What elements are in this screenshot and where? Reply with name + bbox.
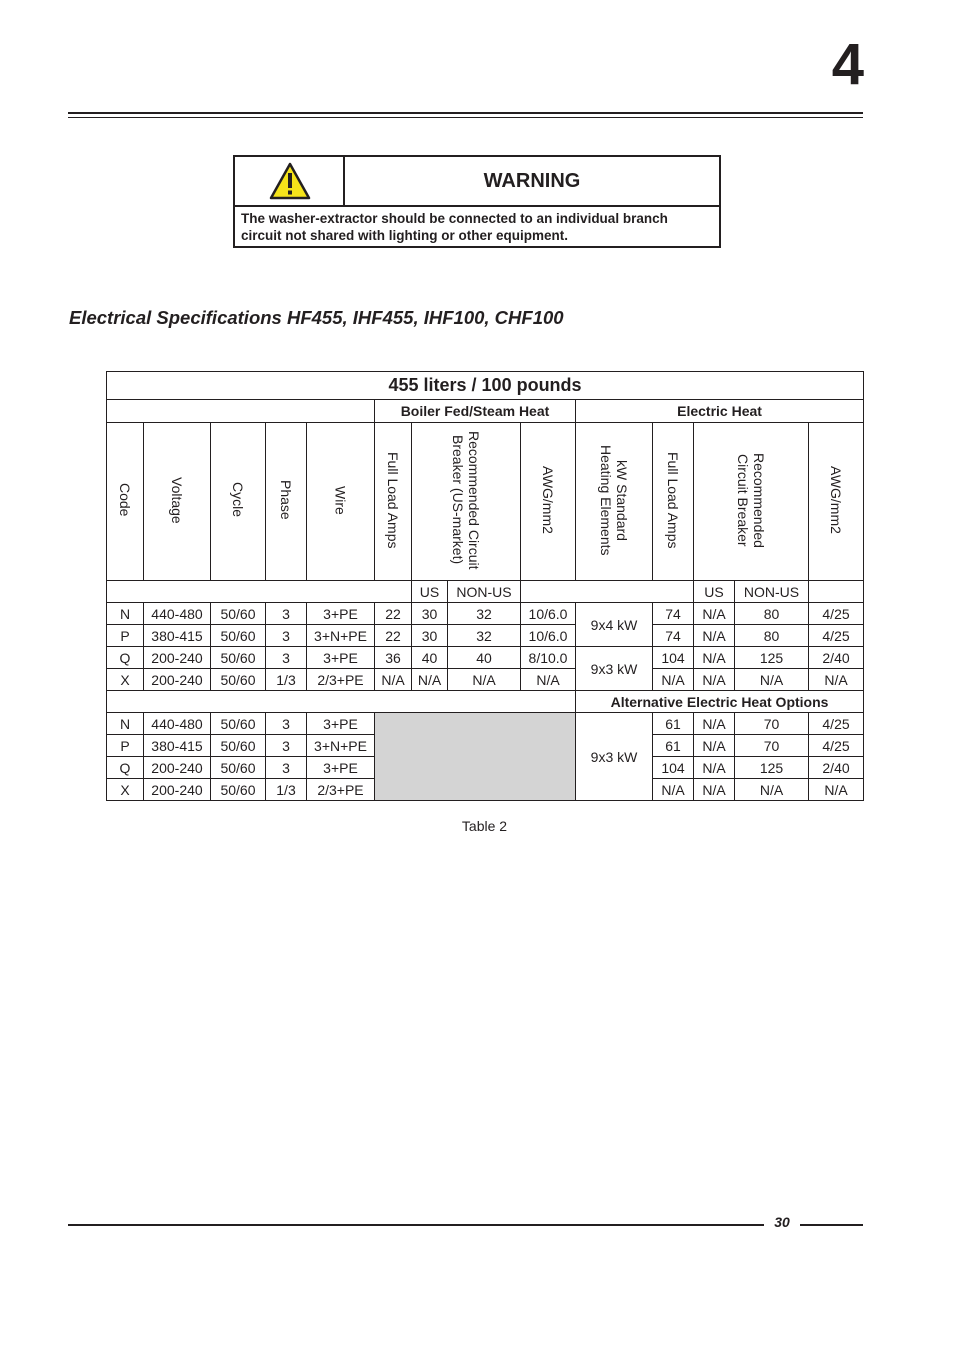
kw-line1: kW Standard — [614, 459, 630, 541]
cell-code: N — [107, 603, 144, 625]
table-caption: Table 2 — [461, 818, 508, 834]
elec-rcb-line1: Recommended — [751, 452, 767, 548]
cell-cycle: 50/60 — [211, 647, 266, 669]
cell-elec-awg: N/A — [809, 669, 864, 691]
cell-elec-nonus: N/A — [735, 669, 809, 691]
cell-elec-us: N/A — [694, 757, 735, 779]
header-rule-thin — [68, 117, 863, 118]
subheader-us: US — [694, 581, 735, 603]
cell-code: N — [107, 713, 144, 735]
col-header-elec-rcb — [694, 423, 809, 581]
cell-boiler-us: 40 — [412, 647, 448, 669]
cell-boiler-awg: 10/6.0 — [521, 603, 576, 625]
col-header-wire-text: Wire — [332, 485, 349, 515]
cell-wire: 2/3+PE — [307, 669, 375, 691]
cell-voltage: 200-240 — [144, 647, 211, 669]
chapter-number: 4 — [831, 32, 864, 97]
col-header-boiler-fla — [375, 423, 412, 581]
cell-wire: 3+PE — [307, 647, 375, 669]
cell-voltage: 200-240 — [144, 669, 211, 691]
col-header-boiler-awg — [521, 423, 576, 581]
cell-kw: 9x4 kW — [576, 603, 653, 647]
cell-wire: 2/3+PE — [307, 779, 375, 801]
cell-code: X — [107, 669, 144, 691]
cell-voltage: 380-415 — [144, 625, 211, 647]
cell-phase: 3 — [266, 603, 307, 625]
col-header-boiler-rcb — [412, 423, 521, 581]
cell-elec-nonus: 70 — [735, 713, 809, 735]
warning-text — [241, 210, 713, 244]
cell-boiler-nonus: N/A — [448, 669, 521, 691]
grey-filler — [375, 713, 576, 801]
table-title: 455 liters / 100 pounds — [107, 372, 864, 400]
cell-elec-us: N/A — [694, 603, 735, 625]
cell-wire: 3+N+PE — [307, 735, 375, 757]
boiler-rcb-line2: Breaker (US-market) — [450, 435, 466, 565]
cell-elec-us: N/A — [694, 735, 735, 757]
group-header-boiler: Boiler Fed/Steam Heat — [375, 400, 576, 423]
cell-wire: 3+PE — [307, 713, 375, 735]
cell-elec-fla: 61 — [653, 713, 694, 735]
col-header-elec-rcb-text — [735, 453, 767, 548]
subheader-blank — [809, 581, 864, 603]
col-header-kw-text — [598, 445, 630, 556]
col-header-elec-fla — [653, 423, 694, 581]
cell-elec-fla: 61 — [653, 735, 694, 757]
cell-cycle: 50/60 — [211, 625, 266, 647]
table-row — [107, 669, 864, 691]
cell-elec-awg: N/A — [809, 779, 864, 801]
warning-text-line1: The washer-extractor should be connected to an individual branch — [241, 211, 668, 226]
cell-boiler-fla: 36 — [375, 647, 412, 669]
cell-boiler-us: 30 — [412, 603, 448, 625]
cell-phase: 1/3 — [266, 669, 307, 691]
cell-elec-nonus: 80 — [735, 603, 809, 625]
cell-code: P — [107, 625, 144, 647]
col-header-phase-text: Phase — [278, 480, 294, 520]
col-header-boiler-awg-text: AWG/mm2 — [540, 466, 556, 534]
footer-rule-right — [800, 1224, 863, 1226]
section-title: Electrical Specifications HF455, IHF455, IHF100, CHF100 — [69, 307, 564, 328]
col-header-boiler-rcb-text — [450, 431, 482, 570]
cell-boiler-nonus: 32 — [448, 603, 521, 625]
cell-code: Q — [107, 757, 144, 779]
boiler-rcb-line1: Recommended Circuit — [466, 430, 482, 570]
cell-wire: 3+PE — [307, 603, 375, 625]
subheader-us: US — [412, 581, 448, 603]
page-number: 30 — [774, 1214, 790, 1230]
cell-elec-us: N/A — [694, 647, 735, 669]
cell-boiler-us: 30 — [412, 625, 448, 647]
cell-elec-us: N/A — [694, 713, 735, 735]
cell-cycle: 50/60 — [211, 779, 266, 801]
cell-elec-us: N/A — [694, 779, 735, 801]
cell-boiler-awg: 8/10.0 — [521, 647, 576, 669]
col-header-kw — [576, 423, 653, 581]
cell-elec-fla: 104 — [653, 647, 694, 669]
footer-rule-left — [68, 1224, 764, 1226]
cell-elec-fla: 74 — [653, 603, 694, 625]
subheader-nonus: NON-US — [735, 581, 809, 603]
subheader-blank — [521, 581, 694, 603]
kw-line2: Heating Elements — [598, 444, 614, 556]
cell-elec-us: N/A — [694, 669, 735, 691]
cell-elec-fla: 104 — [653, 757, 694, 779]
cell-boiler-fla: 22 — [375, 625, 412, 647]
cell-elec-awg: 4/25 — [809, 735, 864, 757]
cell-cycle: 50/60 — [211, 757, 266, 779]
col-header-elec-awg — [809, 423, 864, 581]
cell-boiler-fla: N/A — [375, 669, 412, 691]
cell-voltage: 440-480 — [144, 603, 211, 625]
cell-elec-awg: 2/40 — [809, 757, 864, 779]
cell-boiler-nonus: 32 — [448, 625, 521, 647]
cell-phase: 3 — [266, 757, 307, 779]
cell-elec-us: N/A — [694, 625, 735, 647]
col-header-voltage-text: Voltage — [169, 476, 185, 524]
alt-header-blank — [107, 691, 576, 713]
warning-icon-cell — [235, 157, 345, 207]
header-rule — [68, 112, 863, 114]
cell-phase: 3 — [266, 647, 307, 669]
cell-boiler-nonus: 40 — [448, 647, 521, 669]
col-header-boiler-fla-text: Full Load Amps — [385, 451, 401, 549]
cell-elec-fla: 74 — [653, 625, 694, 647]
cell-cycle: 50/60 — [211, 713, 266, 735]
cell-phase: 3 — [266, 735, 307, 757]
warning-triangle-icon — [269, 162, 311, 200]
cell-cycle: 50/60 — [211, 603, 266, 625]
subheader-blank — [107, 581, 412, 603]
table-row — [107, 647, 864, 669]
cell-voltage: 200-240 — [144, 757, 211, 779]
elec-rcb-line2: Circuit Breaker — [735, 453, 751, 547]
cell-cycle: 50/60 — [211, 735, 266, 757]
col-header-wire — [307, 423, 375, 581]
group-header-blank — [107, 400, 375, 423]
cell-code: X — [107, 779, 144, 801]
cell-kw: 9x3 kW — [576, 647, 653, 691]
col-header-cycle — [211, 423, 266, 581]
cell-elec-fla: N/A — [653, 779, 694, 801]
cell-elec-fla: N/A — [653, 669, 694, 691]
cell-code: P — [107, 735, 144, 757]
col-header-elec-fla-text: Full Load Amps — [665, 451, 681, 549]
cell-elec-nonus: 80 — [735, 625, 809, 647]
cell-phase: 3 — [266, 625, 307, 647]
cell-boiler-fla: 22 — [375, 603, 412, 625]
cell-wire: 3+N+PE — [307, 625, 375, 647]
cell-phase: 1/3 — [266, 779, 307, 801]
cell-wire: 3+PE — [307, 757, 375, 779]
table-row — [107, 713, 864, 735]
cell-elec-awg: 2/40 — [809, 647, 864, 669]
cell-elec-nonus: N/A — [735, 779, 809, 801]
col-header-elec-awg-text: AWG/mm2 — [828, 466, 845, 534]
cell-elec-awg: 4/25 — [809, 603, 864, 625]
cell-kw: 9x3 kW — [576, 713, 653, 801]
warning-title: WARNING — [345, 157, 719, 207]
warning-box — [233, 155, 721, 248]
cell-phase: 3 — [266, 713, 307, 735]
table-row — [107, 625, 864, 647]
col-header-code — [107, 423, 144, 581]
warning-text-line2: circuit not shared with lighting or other equipment. — [241, 228, 569, 243]
cell-voltage: 200-240 — [144, 779, 211, 801]
cell-code: Q — [107, 647, 144, 669]
cell-elec-nonus: 125 — [735, 647, 809, 669]
col-header-cycle-text: Cycle — [230, 482, 246, 518]
subheader-nonus: NON-US — [448, 581, 521, 603]
group-header-electric: Electric Heat — [576, 400, 864, 423]
cell-voltage: 380-415 — [144, 735, 211, 757]
table-row — [107, 603, 864, 625]
cell-boiler-awg: N/A — [521, 669, 576, 691]
cell-elec-nonus: 125 — [735, 757, 809, 779]
cell-cycle: 50/60 — [211, 669, 266, 691]
col-header-voltage — [144, 423, 211, 581]
cell-elec-awg: 4/25 — [809, 713, 864, 735]
cell-voltage: 440-480 — [144, 713, 211, 735]
electrical-spec-table — [106, 371, 864, 801]
cell-boiler-awg: 10/6.0 — [521, 625, 576, 647]
cell-boiler-us: N/A — [412, 669, 448, 691]
warning-divider — [235, 205, 345, 207]
cell-elec-nonus: 70 — [735, 735, 809, 757]
col-header-phase — [266, 423, 307, 581]
col-header-code-text: Code — [117, 483, 133, 517]
cell-elec-awg: 4/25 — [809, 625, 864, 647]
alt-options-header: Alternative Electric Heat Options — [576, 691, 864, 713]
